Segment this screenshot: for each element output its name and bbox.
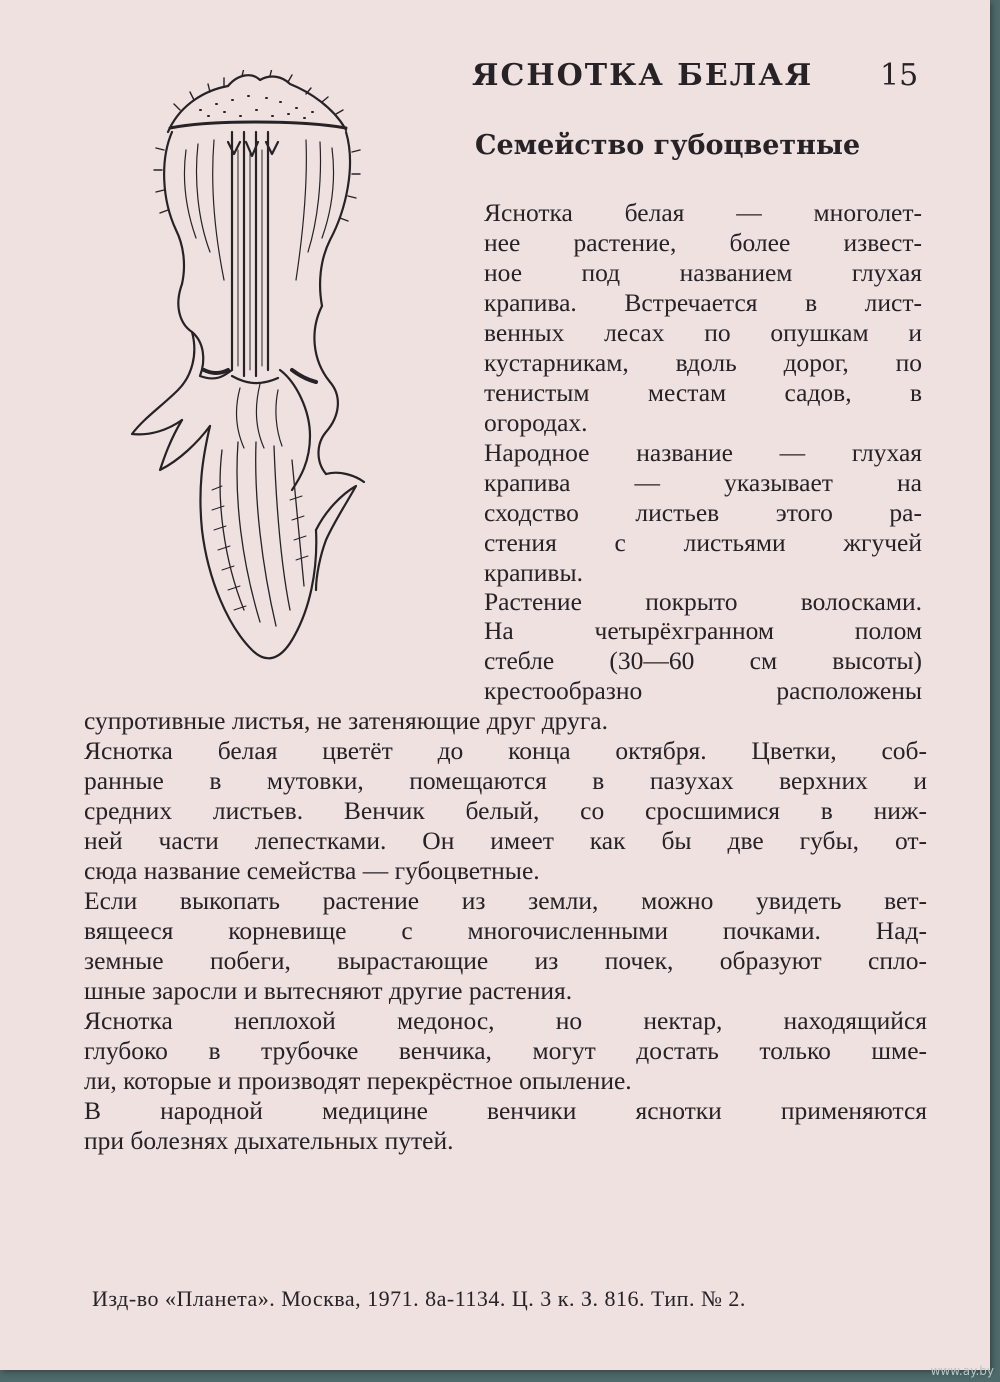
- plant-title: ЯСНОТКА БЕЛАЯ: [472, 58, 814, 93]
- body-line: при болезнях дыхательных путей.: [84, 1126, 454, 1155]
- body-line: стебле (30—60 см высоты): [484, 646, 922, 675]
- body-line: нее растение, более извест-: [484, 228, 922, 257]
- body-line: огородах.: [484, 408, 588, 437]
- body-line: ней части лепестками. Он имеет как бы две губы, от-: [84, 826, 927, 855]
- body-line: шные заросли и вытесняют другие растения.: [84, 976, 573, 1005]
- body-line: На четырёхгранном полом: [484, 616, 922, 645]
- watermark: www.ay.by: [930, 1364, 994, 1378]
- family-subtitle: Семейство губоцветные: [475, 130, 861, 161]
- body-line: крапивы.: [484, 558, 583, 587]
- body-line: супротивные листья, не затеняющие друг друга.: [84, 706, 608, 735]
- body-line: крапива — указывает на: [484, 468, 922, 497]
- card-number: 15: [880, 58, 919, 93]
- body-line: Яснотка неплохой медонос, но нектар, находящийся: [84, 1006, 927, 1035]
- body-line: Яснотка белая цветёт до конца октября. Цветки, соб-: [84, 736, 927, 765]
- body-line: стения с листьями жгучей: [484, 528, 922, 557]
- body-line: крапива. Встречается в лист-: [484, 288, 922, 317]
- body-line: кустарникам, вдоль дорог, по: [484, 348, 922, 377]
- body-line: сходство листьев этого ра-: [484, 498, 922, 527]
- body-line: ли, которые и производят перекрёстное опыление.: [84, 1066, 632, 1095]
- body-line: глубоко в трубочке венчика, могут достать только шме-: [84, 1036, 927, 1065]
- publisher-imprint: Изд-во «Планета». Москва, 1971. 8а-1134. Ц. 3 к. З. 816. Тип. № 2.: [92, 1286, 746, 1311]
- body-line: сюда название семейства — губоцветные.: [84, 856, 540, 885]
- body-line: земные побеги, вырастающие из почек, образуют спло-: [84, 946, 927, 975]
- body-line: ное под названием глухая: [484, 258, 922, 287]
- body-line: Яснотка белая — многолет-: [484, 198, 922, 227]
- body-line: В народной медицине венчики яснотки применяются: [84, 1096, 927, 1125]
- body-line: крестообразно расположены: [484, 676, 922, 705]
- body-line: тенистым местам садов, в: [484, 378, 922, 407]
- body-line: Растение покрыто волосками.: [484, 587, 922, 616]
- body-line: Если выкопать растение из земли, можно увидеть вет-: [84, 886, 927, 915]
- body-line: средних листьев. Венчик белый, со сросшимися в ниж-: [84, 796, 927, 825]
- body-line: Народное название — глухая: [484, 438, 922, 467]
- white-deadnettle-flower-drawing: [120, 70, 380, 690]
- body-line: вящееся корневище с многочисленными почками. Над-: [84, 916, 927, 945]
- body-line: ранные в мутовки, помещаются в пазухах верхних и: [84, 766, 927, 795]
- body-line: венных лесах по опушкам и: [484, 318, 922, 347]
